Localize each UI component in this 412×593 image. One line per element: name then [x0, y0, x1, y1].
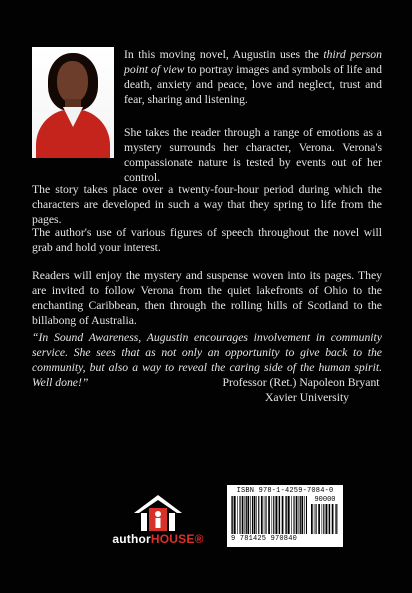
publisher-name: [106, 532, 210, 546]
testimonial-org: Xavier University: [264, 391, 350, 404]
author-photo: [32, 47, 114, 158]
blurb-paragraph-1: [124, 47, 382, 107]
publisher-logo: [106, 493, 210, 549]
house-book-icon: [132, 493, 184, 533]
isbn-label: ISBN 978-1-4259-7084-0: [236, 487, 334, 495]
blurb-p1-emphasis: third person point of view: [124, 48, 382, 76]
testimonial-name: Professor (Ret.) Napoleon Bryant: [222, 376, 380, 389]
blurb-p1-post: to portray images and symbols of life and death, anxiety and peace, love and neglect, trust and fear, sharing and listening.: [124, 63, 382, 106]
barcode-supplement-bars: [311, 504, 338, 534]
blurb-paragraph-5: Readers will enjoy the mystery and suspense woven into its pages. They are invited to follow Verona from the quiet lakefronts of Ohio to the enchanting Caribbean, then through the rolling hills of Scotland to the billabong of Australia.: [32, 269, 382, 327]
testimonial-quote: “In Sound Awareness, Augustin encourages involvement in community service. She sees that as not only an opportunity to give back to the community, but also a way to reveal the caring side of the human spirit. Well done!”: [32, 331, 382, 389]
blurb-paragraph-2: She takes the reader through a range of emotions as a mystery surrounds her character, Verona. Verona's compassionate nature is tested by events out of her control.: [124, 126, 382, 184]
blurb-p1-pre: In this moving novel, Augustin uses the: [124, 48, 324, 61]
isbn-barcode: [227, 485, 343, 547]
barcode-bars: [231, 496, 307, 534]
blurb-paragraph-4: The author's use of various figures of speech throughout the novel will grab and hold your interest.: [32, 226, 382, 254]
barcode-supplement: 90000: [314, 496, 336, 504]
photo-face: [57, 61, 88, 103]
publisher-suffix: HOUSE®: [150, 532, 204, 546]
barcode-digits: 9 781425 970840: [231, 535, 298, 543]
blurb-paragraph-3: The story takes place over a twenty-four-hour period during which the characters are developed in such a way that they spring to life from the pages.: [32, 183, 382, 226]
publisher-prefix: author: [112, 532, 151, 546]
